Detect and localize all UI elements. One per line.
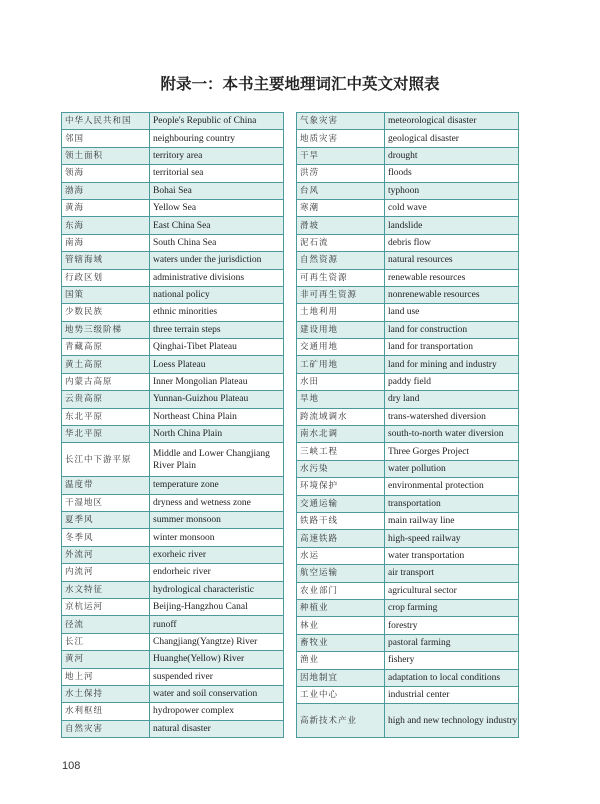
english-term: dryness and wetness zone [150,494,284,511]
english-term: land for mining and industry [385,356,519,373]
english-term: air transport [385,565,519,582]
glossary-row [62,234,284,251]
glossary-row [297,147,519,164]
english-term: nonrenewable resources [385,286,519,303]
glossary-row [62,269,284,286]
glossary-row [62,321,284,338]
chinese-term: 少数民族 [62,304,150,321]
english-term: Qinghai-Tibet Plateau [150,339,284,356]
chinese-term: 土地利用 [297,304,385,321]
chinese-term: 云贵高原 [62,391,150,408]
chinese-term: 黄河 [62,651,150,668]
glossary-row [297,530,519,547]
chinese-term: 台风 [297,182,385,199]
glossary-table-right [296,112,519,738]
glossary-row [62,598,284,615]
english-term: suspended river [150,668,284,685]
chinese-term: 水污染 [297,460,385,477]
chinese-term: 气象灾害 [297,113,385,130]
chinese-term: 领土面积 [62,147,150,164]
chinese-term: 长江中下游平原 [62,443,150,477]
chinese-term: 航空运输 [297,565,385,582]
glossary-row [62,633,284,650]
glossary-row [297,704,519,738]
chinese-term: 南水北调 [297,426,385,443]
english-term: floods [385,165,519,182]
chinese-term: 青藏高原 [62,339,150,356]
glossary-row [62,339,284,356]
english-term: waters under the jurisdiction [150,252,284,269]
english-term: trans-watershed diversion [385,408,519,425]
chinese-term: 水文特征 [62,581,150,598]
glossary-row [62,512,284,529]
english-term: territory area [150,147,284,164]
chinese-term: 林业 [297,617,385,634]
english-term: land use [385,304,519,321]
glossary-row [62,668,284,685]
english-term: endorheic river [150,564,284,581]
chinese-term: 黄土高原 [62,356,150,373]
chinese-term: 泥石流 [297,234,385,251]
chinese-term: 农业部门 [297,582,385,599]
glossary-row [297,565,519,582]
english-term: Loess Plateau [150,356,284,373]
english-term: dry land [385,391,519,408]
chinese-term: 跨流域调水 [297,408,385,425]
english-term: forestry [385,617,519,634]
english-term: high and new technology industry [385,704,519,738]
glossary-row [62,651,284,668]
chinese-term: 径流 [62,616,150,633]
english-term: landslide [385,217,519,234]
glossary-row [62,685,284,702]
english-term: South China Sea [150,234,284,251]
glossary-row [62,391,284,408]
glossary-row [62,286,284,303]
chinese-term: 自然资源 [297,252,385,269]
english-term: crop farming [385,599,519,616]
page-number: 108 [62,760,81,772]
glossary-row [297,321,519,338]
glossary-row [62,304,284,321]
chinese-term: 工业中心 [297,686,385,703]
chinese-term: 邻国 [62,130,150,147]
chinese-term: 黄海 [62,199,150,216]
english-term: paddy field [385,373,519,390]
glossary-row [297,599,519,616]
glossary-row [297,373,519,390]
chinese-term: 长江 [62,633,150,650]
chinese-term: 水田 [297,373,385,390]
chinese-term: 三峡工程 [297,443,385,460]
chinese-term: 水利枢纽 [62,703,150,720]
glossary-row [62,113,284,130]
english-term: People's Republic of China [150,113,284,130]
glossary-row [62,199,284,216]
chinese-term: 渤海 [62,182,150,199]
chinese-term: 温度带 [62,477,150,494]
english-term: administrative divisions [150,269,284,286]
chinese-term: 环境保护 [297,478,385,495]
english-term: natural resources [385,252,519,269]
english-term: Beijing-Hangzhou Canal [150,598,284,615]
english-term: Middle and Lower Changjiang River Plain [150,443,284,477]
english-term: three terrain steps [150,321,284,338]
chinese-term: 京杭运河 [62,598,150,615]
glossary-row [297,478,519,495]
english-term: Bohai Sea [150,182,284,199]
glossary-left-body [62,113,284,738]
chinese-term: 内蒙古高原 [62,373,150,390]
chinese-term: 种植业 [297,599,385,616]
english-term: environmental protection [385,478,519,495]
english-term: Yunnan-Guizhou Plateau [150,391,284,408]
glossary-row [297,356,519,373]
glossary-row [62,529,284,546]
glossary-row [297,495,519,512]
english-term: East China Sea [150,217,284,234]
english-term: main railway line [385,512,519,529]
chinese-term: 交通用地 [297,339,385,356]
english-term: Huanghe(Yellow) River [150,651,284,668]
english-term: industrial center [385,686,519,703]
chinese-term: 干湿地区 [62,494,150,511]
glossary-row [297,652,519,669]
english-term: North China Plain [150,426,284,443]
english-term: cold wave [385,199,519,216]
chinese-term: 东北平原 [62,408,150,425]
english-term: high-speed railway [385,530,519,547]
chinese-term: 管辖海域 [62,252,150,269]
chinese-term: 交通运输 [297,495,385,512]
glossary-row [62,165,284,182]
chinese-term: 地势三级阶梯 [62,321,150,338]
glossary-row [62,494,284,511]
glossary-row [62,720,284,737]
chinese-term: 旱地 [297,391,385,408]
chinese-term: 畜牧业 [297,634,385,651]
chinese-term: 工矿用地 [297,356,385,373]
english-term: territorial sea [150,165,284,182]
glossary-row [62,217,284,234]
english-term: winter monsoon [150,529,284,546]
english-term: fishery [385,652,519,669]
glossary-row [297,182,519,199]
glossary-row [297,252,519,269]
chinese-term: 领海 [62,165,150,182]
english-term: neighbouring country [150,130,284,147]
glossary-row [62,426,284,443]
glossary-row [297,391,519,408]
glossary-row [297,286,519,303]
glossary-row [62,182,284,199]
english-term: summer monsoon [150,512,284,529]
chinese-term: 中华人民共和国 [62,113,150,130]
chinese-term: 因地制宜 [297,669,385,686]
glossary-row [297,165,519,182]
glossary-row [62,147,284,164]
chinese-term: 滑坡 [297,217,385,234]
english-term: runoff [150,616,284,633]
glossary-row [297,304,519,321]
english-term: land for construction [385,321,519,338]
english-term: national policy [150,286,284,303]
english-term: hydropower complex [150,703,284,720]
chinese-term: 东海 [62,217,150,234]
glossary-row [297,547,519,564]
chinese-term: 夏季风 [62,512,150,529]
english-term: agricultural sector [385,582,519,599]
glossary-row [62,130,284,147]
english-term: water pollution [385,460,519,477]
chinese-term: 地质灾害 [297,130,385,147]
english-term: renewable resources [385,269,519,286]
glossary-row [62,252,284,269]
english-term: Northeast China Plain [150,408,284,425]
glossary-row [62,616,284,633]
glossary-row [62,408,284,425]
glossary-row [297,617,519,634]
english-term: water transportation [385,547,519,564]
glossary-table-left [61,112,284,738]
english-term: south-to-north water diversion [385,426,519,443]
chinese-term: 国策 [62,286,150,303]
chinese-term: 洪涝 [297,165,385,182]
glossary-row [297,634,519,651]
chinese-term: 南海 [62,234,150,251]
chinese-term: 铁路干线 [297,512,385,529]
glossary-row [297,460,519,477]
english-term: drought [385,147,519,164]
chinese-term: 非可再生资源 [297,286,385,303]
chinese-term: 寒潮 [297,199,385,216]
chinese-term: 水土保持 [62,685,150,702]
english-term: water and soil conservation [150,685,284,702]
english-term: Yellow Sea [150,199,284,216]
glossary-row [297,130,519,147]
chinese-term: 渔业 [297,652,385,669]
glossary-row [62,546,284,563]
glossary-row [297,426,519,443]
glossary-row [297,512,519,529]
glossary-row [297,217,519,234]
chinese-term: 华北平原 [62,426,150,443]
glossary-row [297,199,519,216]
glossary-row [297,408,519,425]
english-term: ethnic minorities [150,304,284,321]
glossary-row [62,564,284,581]
chinese-term: 自然灾害 [62,720,150,737]
glossary-row [297,339,519,356]
english-term: natural disaster [150,720,284,737]
english-term: temperature zone [150,477,284,494]
english-term: meteorological disaster [385,113,519,130]
english-term: pastoral farming [385,634,519,651]
glossary-right-body [297,113,519,738]
chinese-term: 地上河 [62,668,150,685]
glossary-row [62,356,284,373]
chinese-term: 水运 [297,547,385,564]
glossary-row [297,113,519,130]
english-term: land for transportation [385,339,519,356]
glossary-row [297,582,519,599]
glossary-row [297,443,519,460]
chinese-term: 内流河 [62,564,150,581]
chinese-term: 干旱 [297,147,385,164]
glossary-row [62,477,284,494]
english-term: geological disaster [385,130,519,147]
glossary-row [297,269,519,286]
chinese-term: 可再生资源 [297,269,385,286]
glossary-row [62,581,284,598]
chinese-term: 冬季风 [62,529,150,546]
glossary-row [297,234,519,251]
english-term: hydrological characteristic [150,581,284,598]
chinese-term: 外流河 [62,546,150,563]
chinese-term: 高速铁路 [297,530,385,547]
glossary-row [62,703,284,720]
english-term: exorheic river [150,546,284,563]
english-term: transportation [385,495,519,512]
glossary-row [297,686,519,703]
english-term: Inner Mongolian Plateau [150,373,284,390]
english-term: Three Gorges Project [385,443,519,460]
glossary-row [297,669,519,686]
chinese-term: 行政区划 [62,269,150,286]
english-term: typhoon [385,182,519,199]
english-term: adaptation to local conditions [385,669,519,686]
chinese-term: 高新技术产业 [297,704,385,738]
page-title: 附录一：本书主要地理词汇中英文对照表 [160,75,440,93]
glossary-row [62,373,284,390]
glossary-row [62,443,284,477]
chinese-term: 建设用地 [297,321,385,338]
english-term: debris flow [385,234,519,251]
english-term: Changjiang(Yangtze) River [150,633,284,650]
